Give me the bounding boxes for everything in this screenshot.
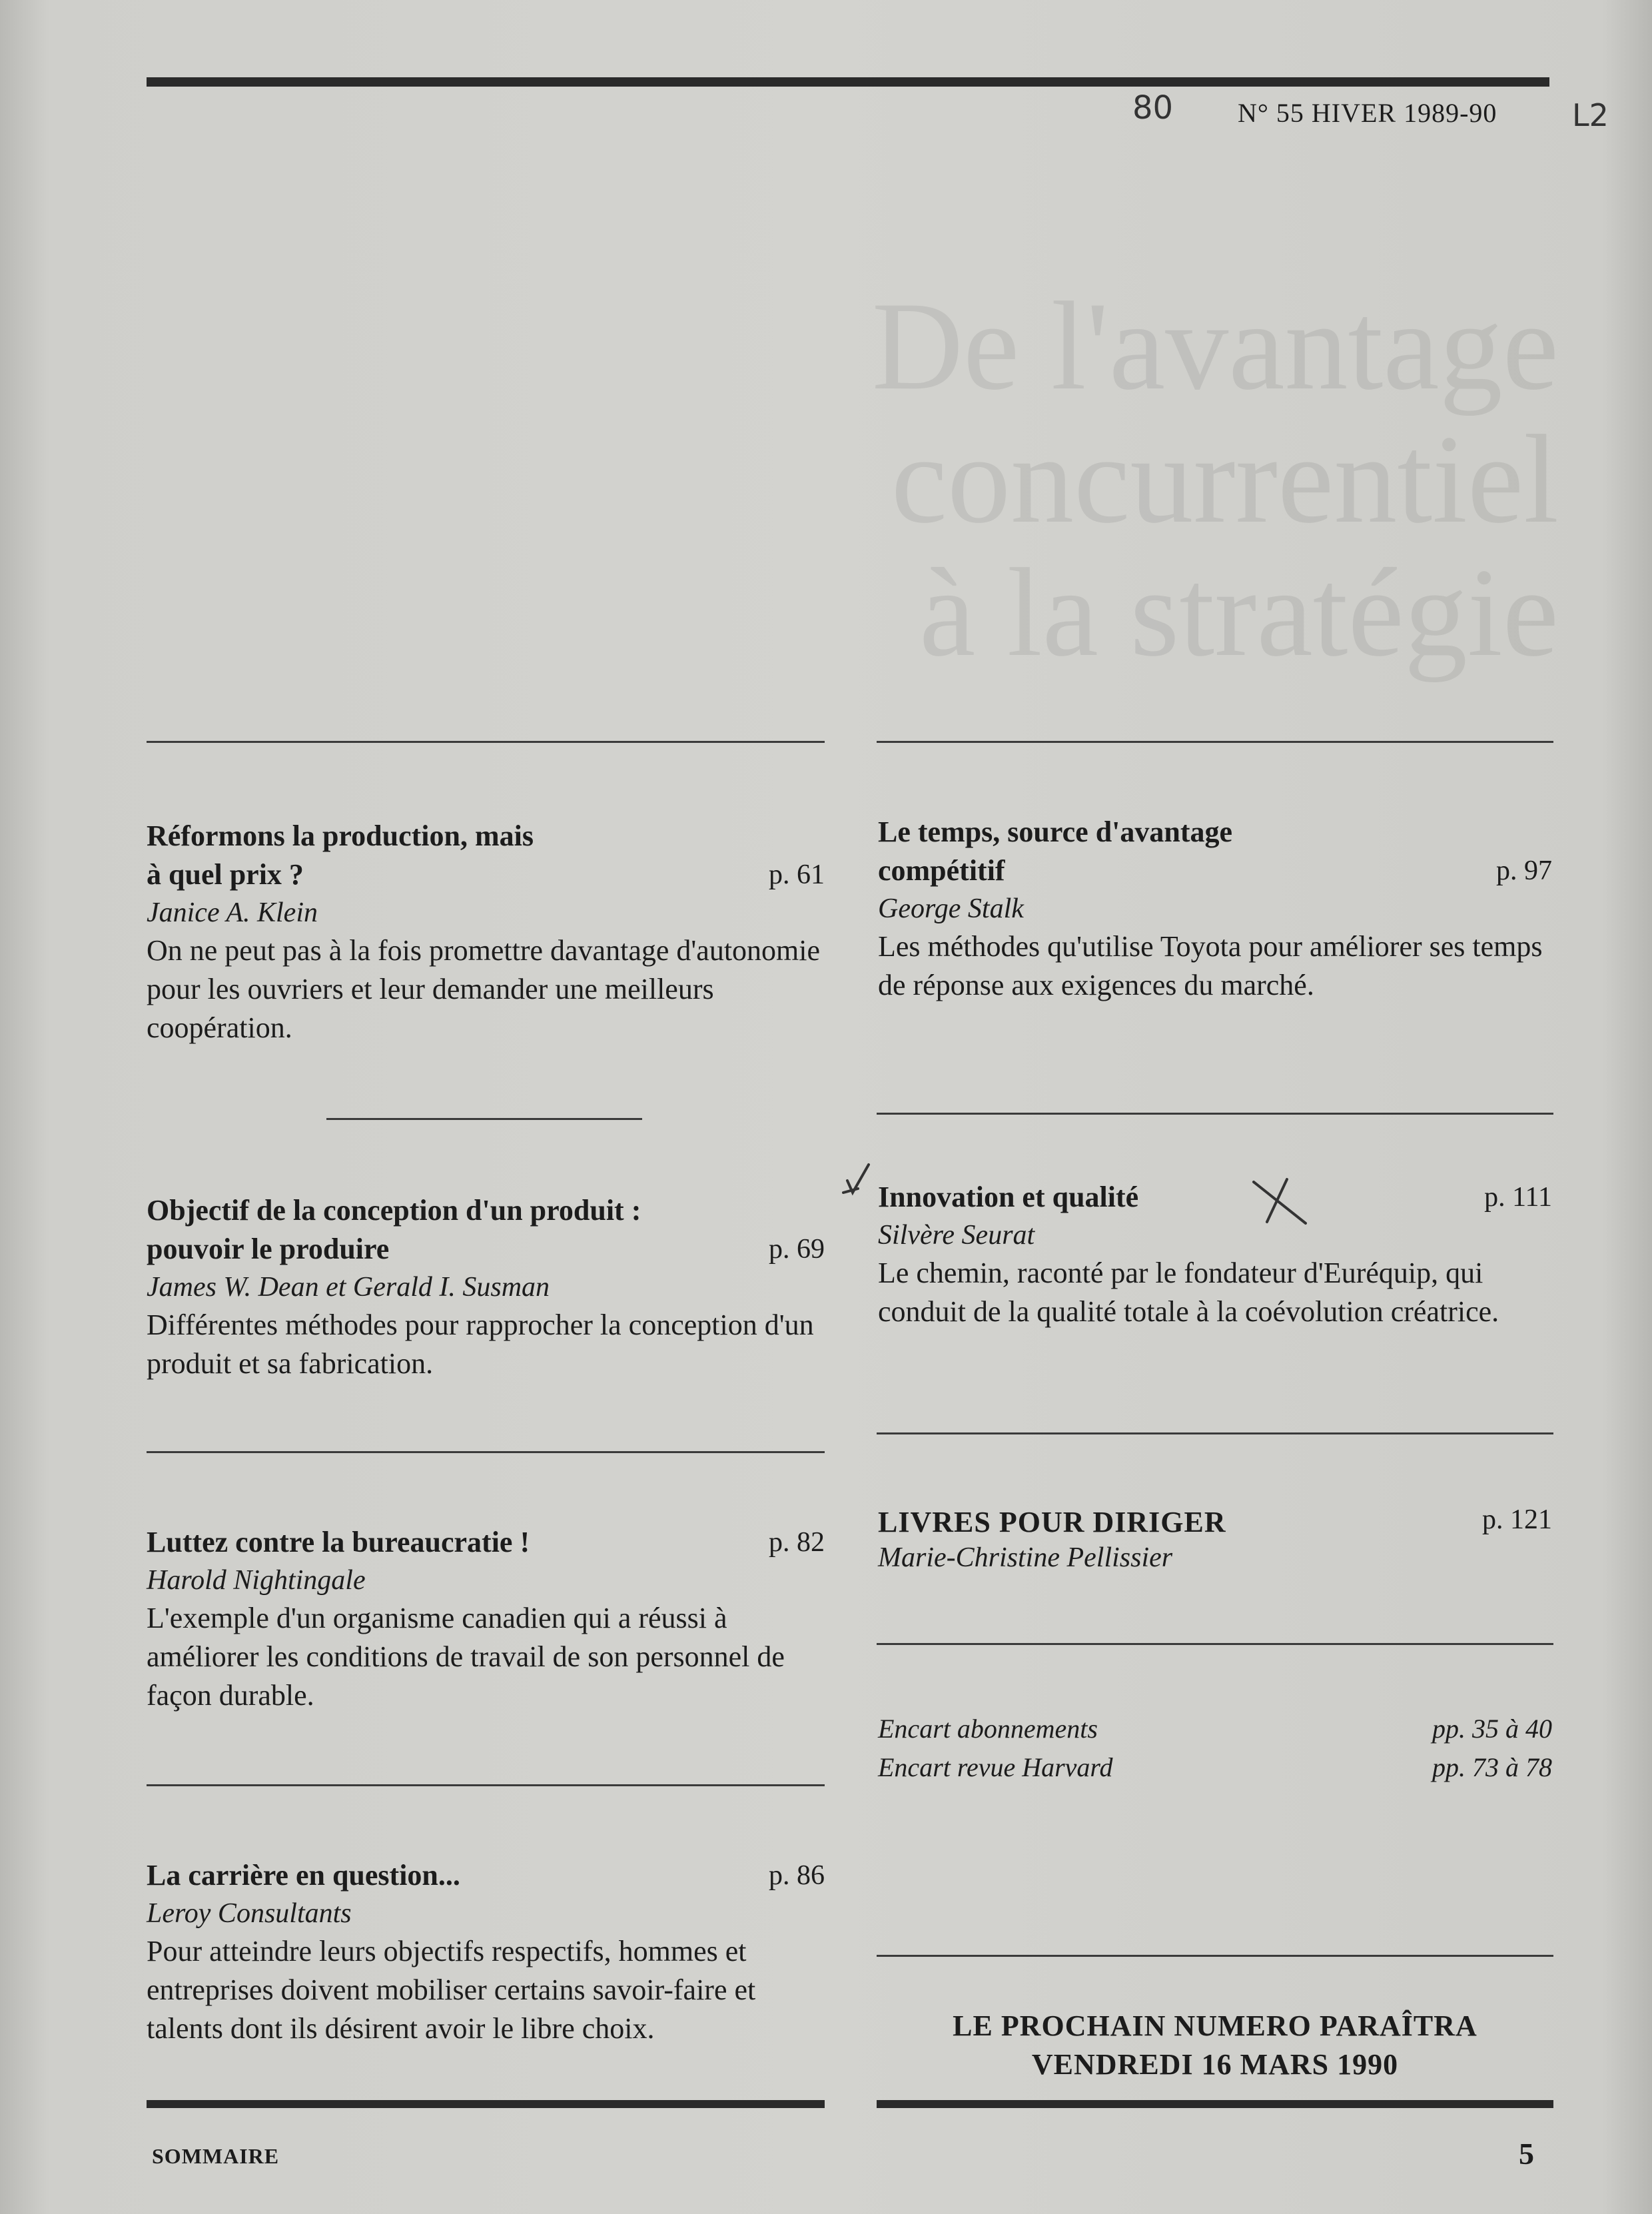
entry-title: à quel prix ?	[147, 858, 304, 891]
entry-description: Pour atteindre leurs objectifs respectifs, hommes et entreprises doivent mobiliser certains savoir-faire et talents dont ils désirent avoir le libre choix.	[147, 1935, 756, 2045]
entry-description: L'exemple d'un organisme canadien qui a réussi à améliorer les conditions de travail de son personnel de façon durable.	[147, 1602, 785, 1712]
books-title: LIVRES POUR DIRIGER	[878, 1506, 1226, 1538]
entry-author: Leroy Consultants	[147, 1898, 352, 1929]
entry-title: La carrière en question...	[147, 1859, 460, 1892]
divider	[877, 1113, 1553, 1115]
bottom-rule-left	[147, 2100, 825, 2108]
divider	[877, 1432, 1553, 1434]
divider	[877, 741, 1553, 743]
entry-author: Silvère Seurat	[878, 1220, 1035, 1251]
page-reference: p. 111	[1484, 1182, 1552, 1213]
insert-label: Encart abonnements	[878, 1714, 1098, 1744]
page-reference: p. 69	[769, 1234, 825, 1265]
entry-title: Objectif de la conception d'un produit :	[147, 1194, 641, 1227]
entry-description: On ne peut pas à la fois promettre davantage d'autonomie pour les ouvriers et leur demander une meilleurs coopération.	[147, 934, 821, 1044]
page-reference: p. 82	[769, 1527, 825, 1558]
entry-author: Marie-Christine Pellissier	[878, 1542, 1173, 1573]
entry-description: Les méthodes qu'utilise Toyota pour améliorer ses temps de réponse aux exigences du marché.	[878, 930, 1543, 1001]
divider	[147, 741, 825, 743]
entry-author: James W. Dean et Gerald I. Susman	[147, 1272, 550, 1303]
page-reference: p. 86	[769, 1860, 825, 1891]
page-reference: p. 97	[1496, 855, 1552, 886]
divider	[147, 1451, 825, 1453]
entry-title: compétitif	[878, 854, 1005, 887]
toc-entry[interactable]	[147, 1856, 825, 2048]
page-reference: p. 121	[1482, 1504, 1552, 1535]
toc-entry[interactable]	[147, 1191, 825, 1383]
page-number: 5	[1519, 2137, 1534, 2171]
bottom-rule-right	[877, 2100, 1553, 2108]
entry-title: Le temps, source d'avantage	[878, 816, 1233, 848]
entry-description: Le chemin, raconté par le fondateur d'Euréquip, qui conduit de la qualité totale à la coévolution créatrice.	[878, 1257, 1499, 1328]
insert-label: Encart revue Harvard	[878, 1752, 1113, 1782]
entry-title: pouvoir le produire	[147, 1233, 390, 1265]
insert-row	[878, 1710, 1552, 1748]
announcement-line: VENDREDI 16 MARS 1990	[1031, 2048, 1399, 2081]
page-reference: p. 61	[769, 859, 825, 890]
divider	[147, 1784, 825, 1786]
toc-entry[interactable]	[878, 813, 1552, 1005]
show-through-line: De l'avantage	[871, 277, 1559, 416]
entry-author: George Stalk	[878, 893, 1024, 924]
entry-author: Janice A. Klein	[147, 897, 318, 928]
issue-label: N° 55 HIVER 1989-90	[1238, 98, 1497, 128]
next-issue-announcement	[877, 2007, 1553, 2084]
insert-row	[878, 1748, 1552, 1787]
entry-description: Différentes méthodes pour rapprocher la conception d'un produit et sa fabrication.	[147, 1309, 814, 1380]
handwritten-check-icon	[838, 1159, 878, 1199]
inserts-list	[878, 1710, 1552, 1787]
insert-pages: pp. 35 à 40	[1432, 1714, 1552, 1744]
announcement-line: LE PROCHAIN NUMERO PARAÎTRA	[953, 2009, 1477, 2042]
divider	[877, 1643, 1553, 1645]
show-through-line: à la stratégie	[919, 543, 1559, 683]
show-through-line: concurrentiel	[891, 410, 1559, 550]
books-section[interactable]	[878, 1500, 1552, 1576]
handwritten-number: 80	[1132, 89, 1174, 127]
toc-entry[interactable]	[147, 817, 825, 1047]
section-label: SOMMAIRE	[152, 2144, 280, 2168]
divider	[877, 1955, 1553, 1957]
toc-entry[interactable]	[147, 1523, 825, 1715]
divider-short	[326, 1118, 642, 1120]
handwritten-mark: L2	[1572, 97, 1609, 133]
top-rule	[147, 77, 1549, 87]
insert-pages: pp. 73 à 78	[1432, 1752, 1552, 1782]
entry-author: Harold Nightingale	[147, 1565, 366, 1596]
show-through-text	[826, 277, 1559, 683]
entry-title: Innovation et qualité	[878, 1181, 1139, 1213]
entry-title: Réformons la production, mais	[147, 820, 534, 852]
toc-entry[interactable]	[878, 1178, 1552, 1331]
entry-title: Luttez contre la bureaucratie !	[147, 1526, 530, 1558]
